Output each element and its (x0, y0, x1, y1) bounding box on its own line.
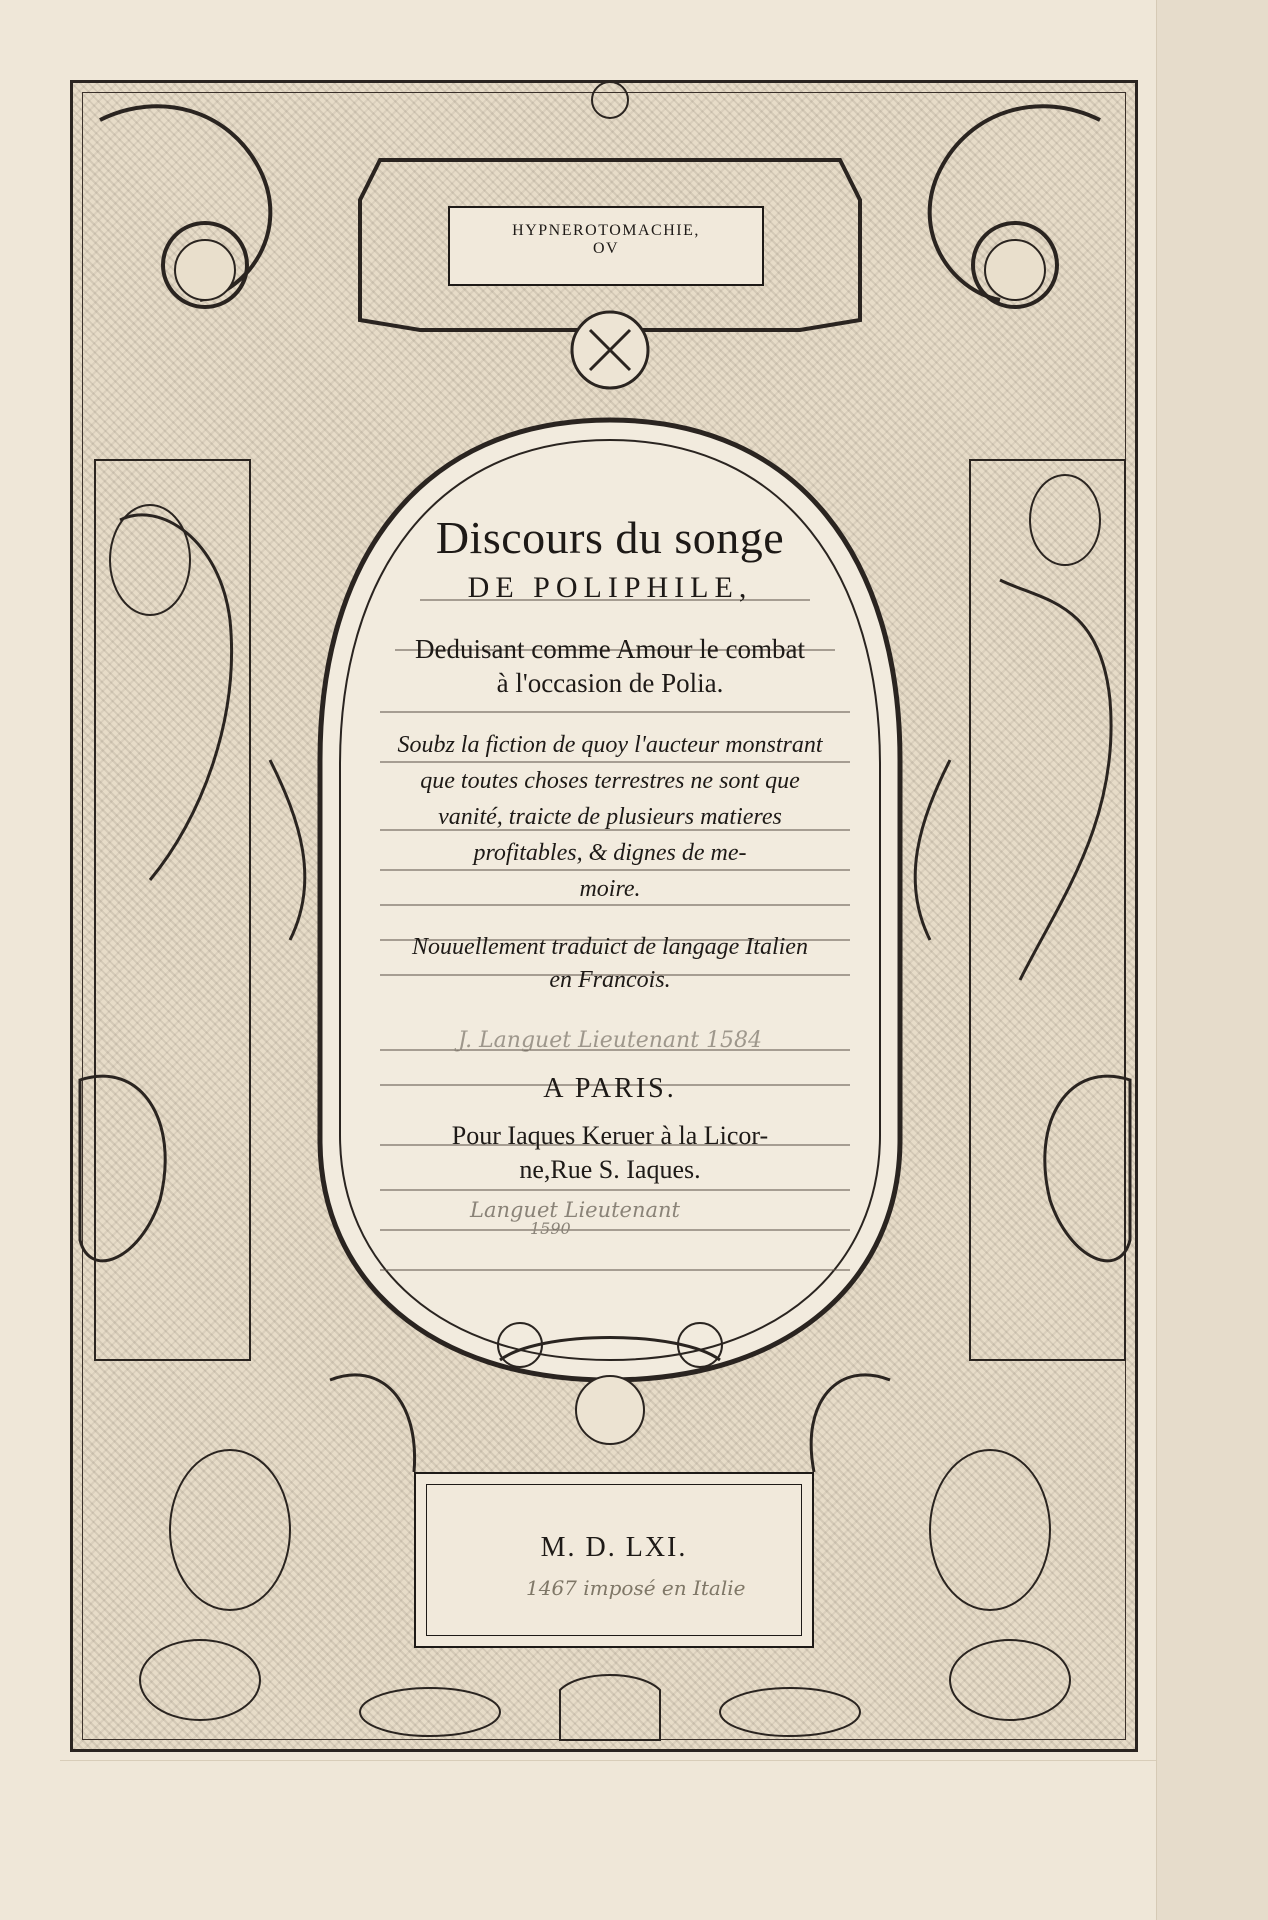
italic-line4: profitables, & dignes de me- (473, 839, 747, 866)
handwritten-2-line1: Languet Lieutenant (470, 1198, 680, 1223)
handwritten-date-note: 1467 imposé en Italie (526, 1576, 746, 1600)
top-title-label (448, 206, 764, 286)
date-plate (414, 1472, 814, 1648)
translation-line2: en Francois. (549, 967, 671, 994)
printer-line2: ne,Rue S. Iaques. (519, 1154, 701, 1184)
handwritten-inscription-1: J. Languet Lieutenant 1584 (457, 1027, 763, 1053)
italic-line5: moire. (579, 875, 641, 902)
subtitle-line2: à l'occasion de Polia. (496, 667, 724, 698)
top-label-line2: OV (592, 240, 620, 258)
italic-line1: Soubz la fiction de quoy l'aucteur monstrant (397, 731, 823, 758)
printer-imprint (330, 1119, 890, 1187)
printer-line1: Pour Iaques Keruer à la Licor- (451, 1120, 769, 1150)
top-label-line1: HYPNEROTOMACHIE, (512, 222, 700, 239)
handwritten-2-line2: 1590 (530, 1219, 571, 1239)
title-main: Discours du songe (435, 512, 785, 563)
title-sub: DE POLIPHILE, (467, 571, 753, 605)
italic-line2: que toutes choses terrestres ne sont que (420, 767, 800, 794)
italic-line3: vanité, traicte de plusieurs matieres (438, 803, 782, 830)
subtitle-line1: Deduisant comme Amour le combat (415, 634, 805, 665)
handwritten-inscription-2 (470, 1200, 890, 1237)
translation-note (330, 931, 890, 998)
italic-description (330, 727, 890, 907)
title-cartouche (330, 510, 890, 1237)
translation-line1: Nouuellement traduict de langage Italien (412, 933, 808, 960)
publication-date: M. D. LXI. (540, 1532, 688, 1563)
imprint-place: A PARIS. (543, 1072, 677, 1104)
